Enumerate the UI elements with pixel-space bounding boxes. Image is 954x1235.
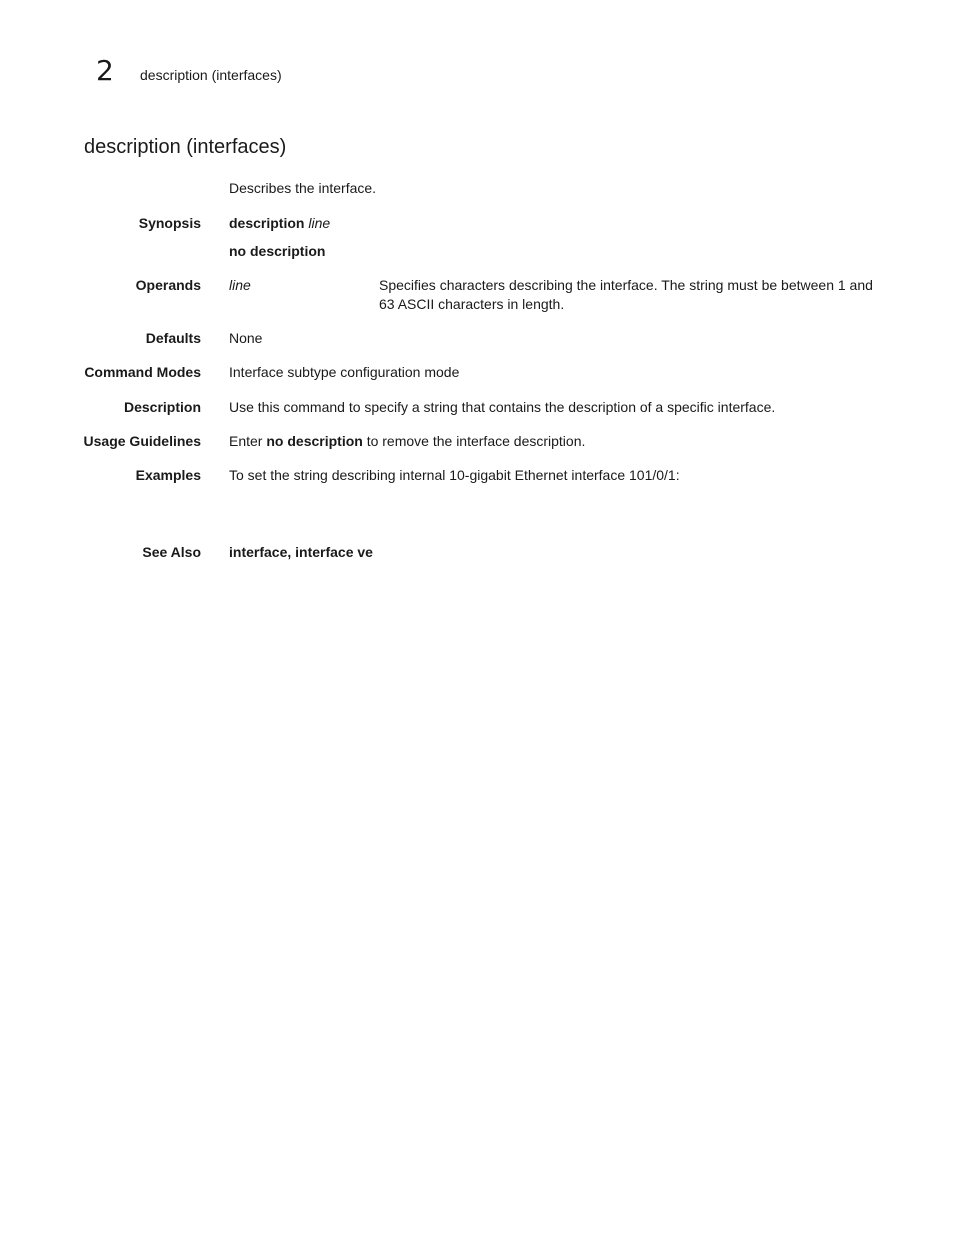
description-label: Description [123,399,201,415]
running-title: description (interfaces) [140,67,282,83]
command-modes-label: Command Modes [84,364,201,380]
chapter-number: 2 [96,54,114,87]
synopsis-line-1 [229,214,330,233]
usage-guidelines-label: Usage Guidelines [83,433,201,449]
usage-command: no description [266,433,363,449]
operand-name: line [229,277,251,293]
page-title: description (interfaces) [84,136,287,158]
command-modes-value: Interface subtype configuration mode [229,364,460,380]
examples-value: To set the string describing internal 10-gigabit Ethernet interface 101/0/1: [229,467,680,483]
defaults-label: Defaults [145,330,201,346]
summary-text: Describes the interface. [229,180,377,196]
operand-description: Specifies characters describing the interface. The string must be between 1 and 63 ASCII characters in length. [379,277,873,312]
synopsis-label: Synopsis [138,215,201,231]
see-also-links[interactable]: interface, interface ve [229,544,373,560]
examples-label: Examples [135,467,201,483]
page-header [96,54,282,88]
synopsis-command: description [229,215,305,231]
synopsis-line-2: no description [229,243,326,259]
see-also-label: See Also [142,544,201,560]
usage-guidelines-value [229,432,585,451]
operands-label: Operands [135,277,201,293]
usage-prefix: Enter [229,433,267,449]
defaults-value: None [229,330,263,346]
synopsis-argument: line [308,215,331,231]
description-value: Use this command to specify a string that contains the description of a specific interface. [229,399,776,415]
usage-suffix: to remove the interface description. [362,433,586,449]
